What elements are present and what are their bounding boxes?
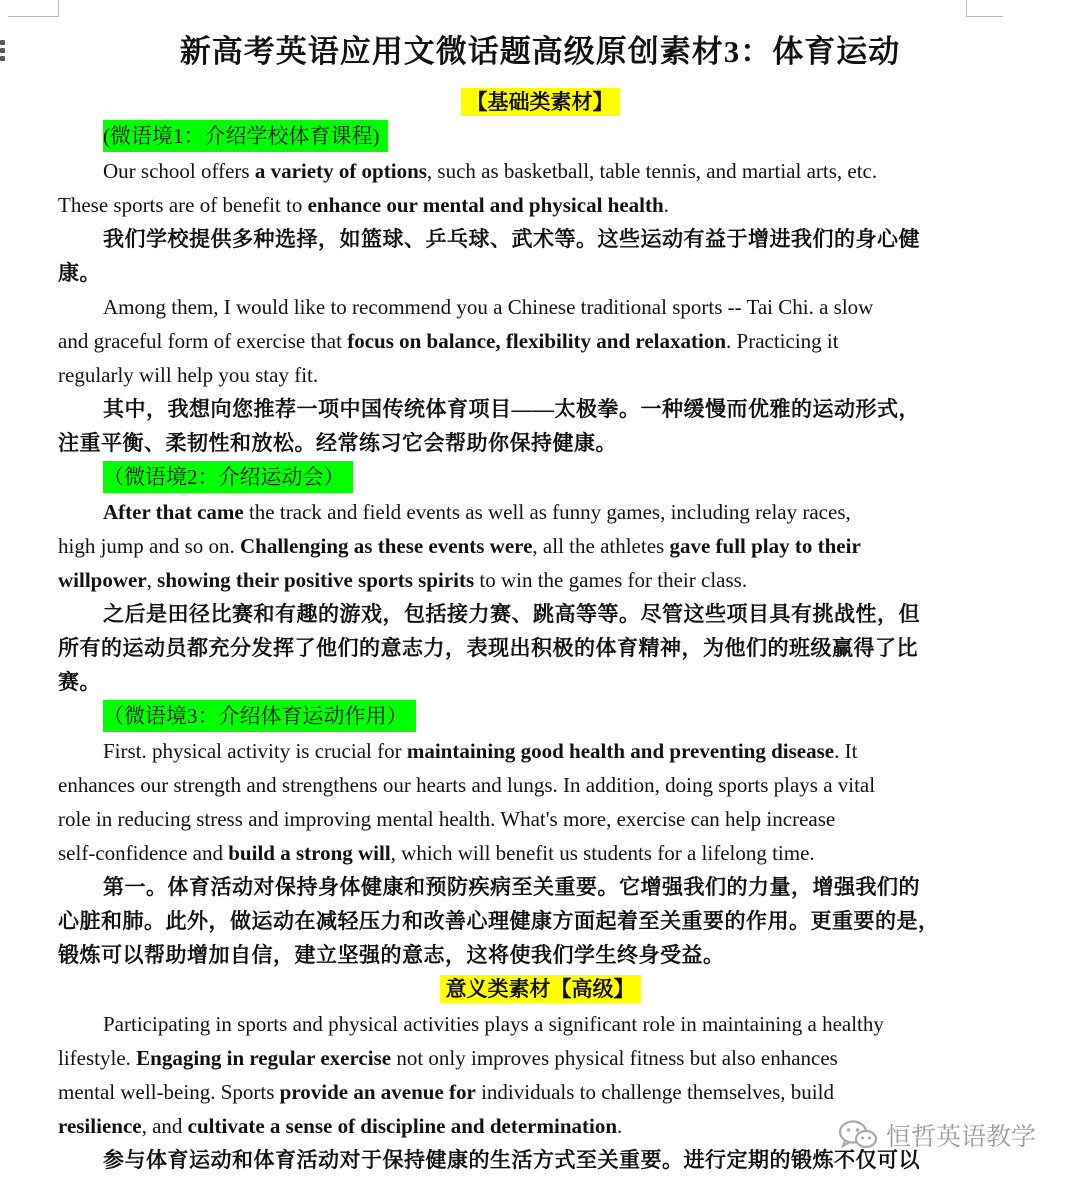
- section-heading-basic: 【基础类素材】: [0, 86, 1080, 118]
- text-line: high jump and so on. Challenging as these events were, all the athletes gave full play to their: [58, 534, 861, 558]
- section-heading-meaning: 意义类素材【高级】: [0, 973, 1080, 1005]
- text-line: First. physical activity is crucial for maintaining good health and preventing disease. It: [103, 739, 858, 763]
- text-line: resilience, and cultivate a sense of discipline and determination.: [58, 1114, 623, 1138]
- translation-line: 心脏和肺。此外，做运动在减轻压力和改善心理健康方面起着至关重要的作用。更重要的是，: [58, 909, 940, 933]
- text-line: Among them, I would like to recommend you a Chinese traditional sports -- Tai Chi. a slow: [103, 295, 874, 319]
- text-line: role in reducing stress and improving mental health. What's more, exercise can help increase: [58, 807, 836, 831]
- translation-line: 赛。: [58, 670, 101, 694]
- translation-line: 锻炼可以帮助增加自信，建立坚强的意志，这将使我们学生终身受益。: [58, 943, 725, 967]
- text-line: Our school offers a variety of options, such as basketball, table tennis, and martial arts, etc.: [103, 159, 878, 183]
- context-heading-2: （微语境2：介绍运动会）: [103, 461, 353, 493]
- translation-line: 之后是田径比赛和有趣的游戏，包括接力赛、跳高等等。尽管这些项目具有挑战性，但: [103, 602, 920, 626]
- translation-line: 注重平衡、柔韧性和放松。经常练习它会帮助你保持健康。: [58, 431, 617, 455]
- translation-line: 参与体育运动和体育活动对于保持健康的生活方式至关重要。进行定期的锻炼不仅可以: [103, 1148, 920, 1172]
- text-line: mental well-being. Sports provide an avenue for individuals to challenge themselves, build: [58, 1080, 834, 1104]
- text-line: These sports are of benefit to enhance our mental and physical health.: [58, 193, 669, 217]
- document-title: 新高考英语应用文微话题高级原创素材3：体育运动: [179, 34, 901, 69]
- text-line: enhances our strength and strengthens our hearts and lungs. In addition, doing sports plays a vital: [58, 773, 876, 797]
- text-line: Participating in sports and physical activities plays a significant role in maintaining a healthy: [103, 1012, 884, 1036]
- text-line: willpower, showing their positive sports spirits to win the games for their class.: [58, 568, 748, 592]
- translation-line: 康。: [58, 261, 101, 285]
- page-corner-mark-left: [8, 0, 59, 17]
- text-line: lifestyle. Engaging in regular exercise not only improves physical fitness but also enhances: [58, 1046, 838, 1070]
- text-line: regularly will help you stay fit.: [58, 363, 319, 387]
- watermark: [838, 1116, 1070, 1154]
- text-line: After that came the track and field events as well as funny games, including relay races,: [103, 500, 851, 524]
- watermark-text: 恒哲英语教学: [886, 1122, 1037, 1151]
- translation-line: 我们学校提供多种选择，如篮球、乒乓球、武术等。这些运动有益于增进我们的身心健: [103, 227, 920, 251]
- context-heading-3: （微语境3：介绍体育运动作用）: [103, 700, 416, 732]
- translation-line: 第一。体育活动对保持身体健康和预防疾病至关重要。它增强我们的力量，增强我们的: [103, 875, 920, 899]
- wechat-icon: [838, 1119, 878, 1151]
- context-heading-1: (微语境1：介绍学校体育课程): [103, 120, 388, 152]
- text-line: self-confidence and build a strong will, which will benefit us students for a lifelong time.: [58, 841, 815, 865]
- text-line: and graceful form of exercise that focus on balance, flexibility and relaxation. Practicing it: [58, 329, 839, 353]
- page-corner-mark-right: [966, 0, 1003, 17]
- translation-line: 所有的运动员都充分发挥了他们的意志力，表现出积极的体育精神，为他们的班级赢得了比: [58, 636, 918, 660]
- translation-line: 其中，我想向您推荐一项中国传统体育项目——太极拳。一种缓慢而优雅的运动形式，: [103, 397, 920, 421]
